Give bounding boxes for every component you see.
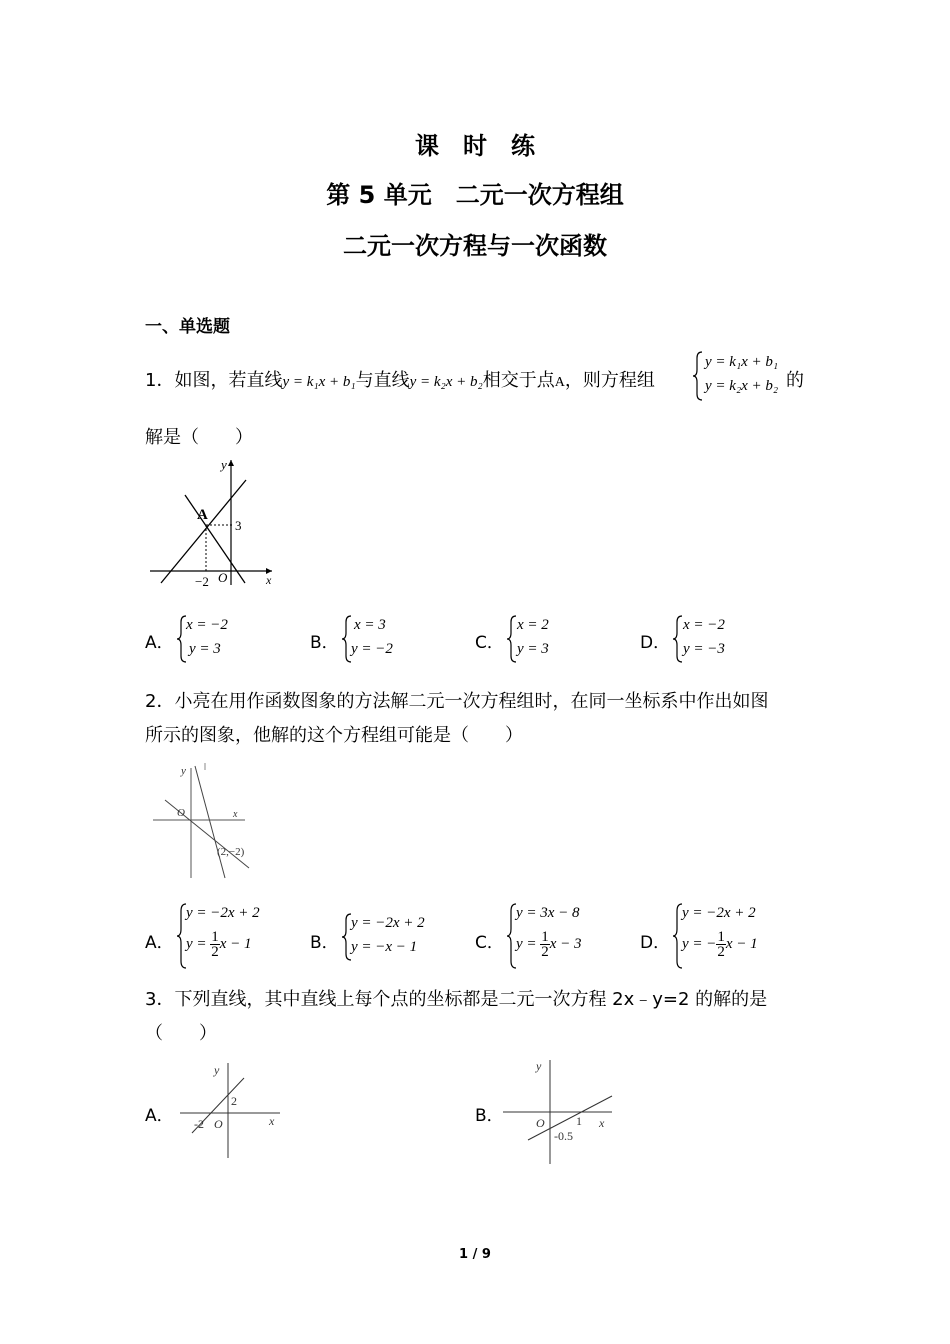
question-2-graph: [145, 758, 265, 883]
point-label: (2,−2): [217, 846, 245, 858]
line-2: [195, 766, 225, 878]
point-a-label: A: [197, 507, 208, 523]
question-2-text-line2: 所示的图象，他解的这个方程组可能是（ ）: [145, 725, 523, 746]
q2-option-c[interactable]: C．: [475, 933, 504, 953]
tick-1-label: 1: [576, 1114, 582, 1128]
q1-option-d-system: x = −2 y = −3: [673, 614, 753, 664]
q2-option-b-system: y = −2x + 2 y = −x − 1: [342, 912, 442, 962]
line-2: [185, 495, 245, 583]
question-3-text-line2: （ ）: [145, 1023, 217, 1044]
x-label: x: [599, 1116, 605, 1130]
x-label: x: [269, 1114, 275, 1128]
brace-icon: [673, 614, 683, 664]
brace-icon: [507, 614, 517, 664]
q2-option-a-system: y = −2x + 2 y = $\frac{1}{2}$ x − 1: [177, 902, 277, 972]
origin-label: O: [177, 807, 185, 819]
q1-option-b-system: x = 3 y = −2: [342, 614, 422, 664]
x-label: x: [266, 573, 272, 587]
y-label: y: [536, 1059, 542, 1073]
q2-option-c-system: y = 3x − 8 y = $\frac{1}{2}$ x − 3: [507, 902, 607, 972]
question-1-text-line2: 解是（ ）: [145, 427, 253, 448]
question-1-text-end: 的: [786, 370, 804, 391]
unit-title: 第 5 单元 二元一次方程组: [326, 181, 624, 209]
tick-neg05-label: -0.5: [554, 1129, 573, 1143]
q1-option-a[interactable]: A．: [145, 633, 174, 653]
question-1-graph: [145, 455, 280, 590]
page-number: 1 / 9: [459, 1247, 491, 1262]
y-label: y: [221, 457, 227, 472]
q3-option-b[interactable]: B．: [475, 1106, 504, 1126]
q1-option-b[interactable]: B．: [310, 633, 339, 653]
q1-option-c[interactable]: C．: [475, 633, 504, 653]
origin-label: O: [218, 570, 228, 585]
origin-label: O: [214, 1117, 223, 1131]
question-1-system: y = k₁x + b₁ y = k₂x + b₂: [693, 350, 793, 402]
tick-3-label: 3: [235, 518, 242, 533]
lesson-title: 二元一次方程与一次函数: [343, 232, 607, 260]
q3-option-a-graph: [172, 1058, 287, 1163]
question-2-text: 2．小亮在用作函数图象的方法解二元一次方程组时，在同一坐标系中作出如图: [145, 691, 769, 712]
q3-option-a[interactable]: A．: [145, 1106, 174, 1126]
q2-option-d[interactable]: D．: [640, 933, 671, 953]
y-axis-arrow-icon: [228, 460, 234, 466]
origin-label: O: [536, 1116, 545, 1130]
q1-option-c-system: x = 2 y = 3: [507, 614, 587, 664]
section-heading: 一、单选题: [145, 317, 230, 337]
brace-icon: [693, 350, 703, 402]
line-1: [161, 480, 246, 583]
q2-option-a[interactable]: A．: [145, 933, 174, 953]
q2-option-b[interactable]: B．: [310, 933, 339, 953]
q3-option-b-graph: [498, 1052, 618, 1167]
question-3-text: 3．下列直线，其中直线上每个点的坐标都是二元一次方程 2x﹣y=2 的解的是: [145, 989, 768, 1010]
q1-option-d[interactable]: D．: [640, 633, 671, 653]
tick-neg2-label: −2: [195, 574, 209, 589]
q1-option-a-system: x = −2 y = 3: [177, 614, 257, 664]
y-label: y: [181, 765, 186, 777]
tick-2-label: 2: [231, 1094, 237, 1108]
question-1-text: 1．如图，若直线y = k₁x + b₁与直线y = k₂x + b₂相交于点A，则方程组: [145, 370, 655, 391]
page-title: 课 时 练: [415, 132, 535, 160]
tick-neg2-label: -2: [194, 1117, 204, 1131]
q2-option-d-system: y = −2x + 2 y = − $\frac{1}{2}$ x − 1: [673, 902, 783, 972]
y-label: y: [214, 1063, 220, 1077]
x-label: x: [233, 809, 238, 820]
